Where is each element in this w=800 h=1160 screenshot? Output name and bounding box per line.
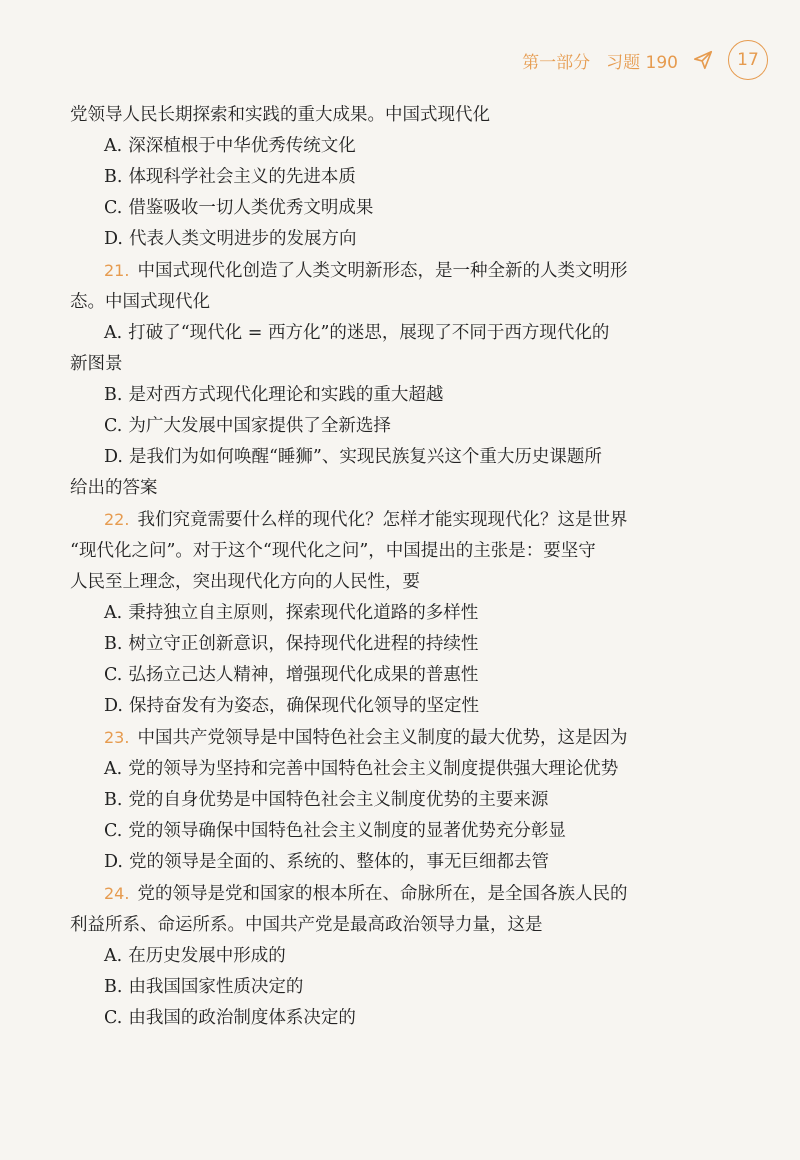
q21-option-a-cont: 新图景 [70, 354, 123, 374]
q22-stem-cont-1: “现代化之问”。对于这个“现代化之问”，中国提出的主张是：要坚守 [70, 541, 596, 561]
q24-stem-cont: 利益所系、命运所系。中国共产党是最高政治领导力量，这是 [70, 915, 543, 935]
q22-option-c: C. 弘扬立己达人精神，增强现代化成果的普惠性 [104, 665, 479, 685]
q21-option-c: C. 为广大发展中国家提供了全新选择 [104, 416, 391, 436]
q22-stem: 22. 我们究竟需要什么样的现代化？怎样才能实现现代化？这是世界 [104, 510, 628, 530]
q22-number: 22. [104, 510, 130, 529]
lead-option-c: C. 借鉴吸收一切人类优秀文明成果 [104, 198, 374, 218]
q22-option-b: B. 树立守正创新意识，保持现代化进程的持续性 [104, 634, 479, 654]
q23-option-a: A. 党的领导为坚持和完善中国特色社会主义制度提供强大理论优势 [104, 759, 619, 779]
q23-number: 23. [104, 728, 130, 747]
lead-stem: 党领导人民长期探索和实践的重大成果。中国式现代化 [70, 105, 490, 125]
lead-option-d: D. 代表人类文明进步的发展方向 [104, 229, 357, 249]
paper-plane-icon [692, 49, 714, 71]
page-content [70, 100, 730, 1034]
q23-option-b: B. 党的自身优势是中国特色社会主义制度优势的主要来源 [104, 790, 549, 810]
lead-option-a: A. 深深植根于中华优秀传统文化 [104, 136, 356, 156]
q24-option-a: A. 在历史发展中形成的 [104, 946, 286, 966]
q24-stem: 24. 党的领导是党和国家的根本所在、命脉所在，是全国各族人民的 [104, 884, 628, 904]
q21-option-b: B. 是对西方式现代化理论和实践的重大超越 [104, 385, 444, 405]
q22-option-d: D. 保持奋发有为姿态，确保现代化领导的坚定性 [104, 696, 479, 716]
exercise-set-label: 习题 190 [606, 52, 678, 73]
section-label: 第一部分 [522, 52, 591, 73]
q21-option-d: D. 是我们为如何唤醒“睡狮”、实现民族复兴这个重大历史课题所 [104, 447, 602, 467]
page-header [522, 40, 768, 80]
q23-option-c: C. 党的领导确保中国特色社会主义制度的显著优势充分彰显 [104, 821, 566, 841]
q21-number: 21. [104, 261, 130, 280]
q22-option-a: A. 秉持独立自主原则，探索现代化道路的多样性 [104, 603, 479, 623]
q24-option-c: C. 由我国的政治制度体系决定的 [104, 1008, 356, 1028]
lead-option-b: B. 体现科学社会主义的先进本质 [104, 167, 356, 187]
q21-stem: 21. 中国式现代化创造了人类文明新形态，是一种全新的人类文明形 [104, 261, 628, 281]
q21-option-d-cont: 给出的答案 [70, 478, 158, 498]
q24-option-b: B. 由我国国家性质决定的 [104, 977, 304, 997]
q21-stem-cont: 态。中国式现代化 [70, 292, 210, 312]
q22-stem-cont-2: 人民至上理念，突出现代化方向的人民性，要 [70, 572, 420, 592]
q23-stem: 23. 中国共产党领导是中国特色社会主义制度的最大优势，这是因为 [104, 728, 628, 748]
q23-option-d: D. 党的领导是全面的、系统的、整体的，事无巨细都去管 [104, 852, 549, 872]
q21-option-a: A. 打破了“现代化 = 西方化”的迷思，展现了不同于西方现代化的 [104, 323, 610, 343]
page-number: 17 [728, 40, 768, 80]
q24-number: 24. [104, 884, 130, 903]
